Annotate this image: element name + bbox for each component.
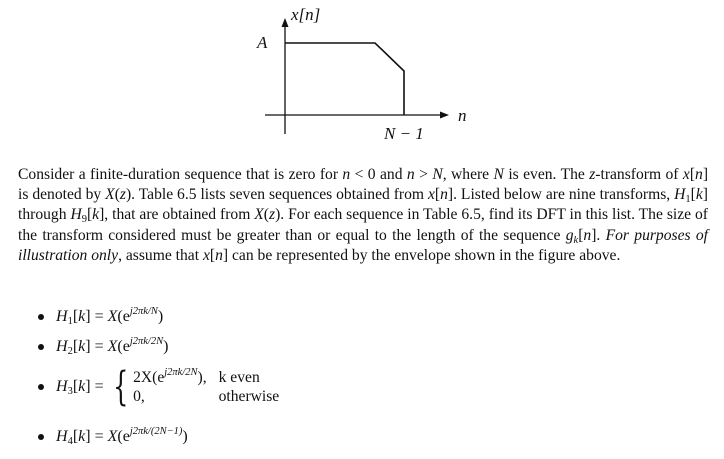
problem-paragraph: Consider a finite-duration sequence that is zero for n < 0 and n > N, where N is even. The z-transform of x[n] is denoted by X(z). Table 6.5 lists seven sequences obtained from x[n]. Listed below are nine transforms, $H_1[k]$ through $H_9[k]$, that are obtained from X(z). For each sequence in Table 6.5, find its DFT in this list. The size of the transform considered must be greater than or equal to the length of the sequence $g_k[n]$. For purposes of illustration only, assume that x[n] can be represented by the envelope shown in the figure above.	[18, 166, 709, 264]
end-tick-label: N − 1	[384, 124, 424, 143]
h2-formula: $H_2[k] = X(e^{j2\pi k/2N})$	[56, 336, 169, 357]
envelope-plot	[0, 0, 724, 160]
h3-case1-expr: $2X(e^{j2\pi k/2N})$,	[133, 366, 207, 386]
h3-case1-cond: k even	[218, 368, 260, 386]
envelope-figure	[0, 0, 724, 160]
left-brace: {	[112, 364, 128, 410]
x-axis-label: n	[458, 106, 467, 125]
h3-case2-expr: 0,	[133, 387, 145, 405]
h3-formula: $H_3[k]$ =	[56, 378, 104, 397]
h3-case2-cond: otherwise	[218, 387, 280, 405]
x-axis-arrowhead	[440, 112, 449, 119]
list-item-h4	[38, 428, 188, 446]
bullet-icon	[38, 384, 44, 390]
bullet-icon	[38, 314, 44, 320]
y-axis-arrowhead	[282, 18, 289, 27]
h3-cases	[108, 364, 280, 410]
amplitude-label: A	[257, 33, 268, 52]
h1-formula: $H_1[k] = X(e^{j2\pi k/N})$	[56, 306, 164, 327]
h3-case-rows	[133, 366, 280, 406]
list-item-h2	[38, 338, 168, 356]
y-axis-label: x[n]	[291, 5, 321, 24]
h4-formula: $H_4[k] = X(e^{j2\pi k/(2N-1)})$	[56, 426, 188, 447]
list-item-h3	[38, 364, 280, 410]
bullet-icon	[38, 434, 44, 440]
list-item-h1	[38, 308, 163, 326]
bullet-icon	[38, 344, 44, 350]
envelope-curve	[285, 43, 404, 115]
